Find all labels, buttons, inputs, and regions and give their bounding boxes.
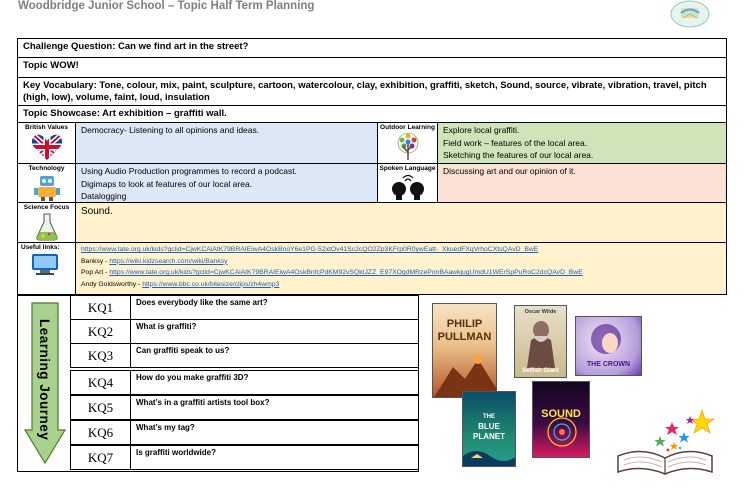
book-cover-blue-planet: THE BLUE PLANET (462, 391, 516, 467)
outdoor-learning-content (437, 122, 727, 164)
speaking-heads-icon (388, 173, 428, 201)
useful-links-label: Useful links: (21, 244, 60, 251)
technology-line: Datalogging (81, 191, 127, 201)
useful-link-row: Pop Art - https://www.tate.org.uk/kids?gclid=CjwKCAiAtK79BRAIEiwA4OskBnfcPdKM92vSQktJZZ_E97XOgdMRzePonBAawkjugUmdU1WErSpPuRoC2dcQAvD_BwE (81, 269, 583, 276)
book-cover-sound: SOUND (532, 381, 590, 458)
outdoor-line: Explore local graffiti. (443, 125, 520, 135)
kq-row (70, 445, 419, 470)
open-book-with-stars-image (612, 408, 718, 478)
spoken-line: Discussing art and our opinion of it. (443, 166, 576, 176)
banksy-link[interactable]: https://wiki.kidzsearch.com/wiki/Banksy (109, 257, 228, 265)
computer-icon (30, 252, 60, 276)
science-flask-icon (34, 212, 60, 242)
technology-label: Technology (28, 165, 65, 172)
topic-wow: Topic WOW! (17, 57, 727, 78)
technology-line: Using Audio Production programmes to record a podcast. (81, 166, 297, 176)
outdoor-line: Sketching the features of our local area. (443, 150, 594, 160)
kq-number: KQ5 (71, 396, 131, 419)
useful-links-content (75, 242, 727, 295)
book-cover-selfish-giant: Oscar Wilde Selfish Giant (514, 305, 567, 378)
topic-showcase: Topic Showcase: Art exhibition – graffiti wall. (17, 105, 727, 123)
kq-number: KQ3 (71, 344, 131, 367)
british-values-content (75, 122, 378, 164)
book-cover-the-crown: THE CROWN (575, 316, 642, 376)
science-focus-label-cell (17, 202, 76, 243)
page-title: Woodbridge Junior School – Topic Half Term Planning (18, 0, 315, 12)
kq-question: Can graffiti speak to us? (136, 346, 230, 355)
useful-link-row: Andy Goldsworthy - https://www.bbc.co.uk/bitesize/clips/zh4wmp3 (81, 280, 280, 288)
tate-kids-link[interactable]: https://www.tate.org.uk/kids?gclid=CjwKCAiAtK79BRAIEiwA4OskBnoY6e1PG-52xtOv41Sc2cQO2Zp3KFrp0R0ywEatt-_XkuedFXqVrhoCXtsQAvD_BwE (81, 246, 539, 253)
pop-art-link[interactable]: https://www.tate.org.uk/kids?gclid=CjwKCAiAtK79BRAIEiwA4OskBnfcPdKM92vSQktJZZ_E97XOgdMRzePonBAawkjugUmdU1WErSpPuRoC2dcQAvD_BwE (109, 269, 583, 276)
technology-label-cell (17, 163, 76, 203)
outdoor-line: Field work – features of the local area. (443, 137, 588, 148)
spoken-language-label-cell (377, 163, 438, 203)
learning-journey-arrow (24, 302, 66, 464)
british-values-line: Democracy- Listening to all opinions and ideas. (81, 125, 260, 135)
school-logo (668, 0, 712, 30)
outdoor-learning-label-cell (377, 122, 438, 164)
tree-icon (393, 132, 423, 162)
kq-question: How do you make graffiti 3D? (136, 373, 249, 382)
technology-content (75, 163, 378, 203)
kq-row (70, 420, 419, 445)
kq-question: Does everybody like the same art? (136, 298, 268, 307)
kq-row (70, 295, 419, 320)
useful-link-row: Banksy - https://wiki.kidzsearch.com/wiki/Banksy (81, 257, 228, 265)
kq-question: What’s my tag? (136, 423, 195, 432)
kq-number: KQ4 (71, 371, 131, 394)
kq-row (70, 370, 419, 395)
british-values-label-cell (17, 122, 76, 164)
spoken-language-content (437, 163, 727, 203)
outdoor-learning-label: Outdoor Learning (380, 124, 435, 131)
kq-row (70, 319, 419, 344)
useful-link-row (81, 244, 721, 256)
science-focus-label: Science Focus (23, 204, 70, 211)
kq-number: KQ1 (71, 296, 131, 319)
kq-question: What is graffiti? (136, 322, 197, 331)
spoken-language-label: Spoken Language (379, 165, 436, 172)
kq-question: What’s in a graffiti artists tool box? (136, 398, 270, 407)
technology-line: Digimaps to look at features of our local area. (81, 178, 253, 189)
union-jack-heart-icon (31, 133, 63, 161)
kq-row (70, 395, 419, 420)
science-focus-content (75, 202, 727, 243)
kq-row (70, 343, 419, 368)
learning-journey-title: Learning Journey (37, 319, 52, 441)
andy-goldsworthy-link[interactable]: https://www.bbc.co.uk/bitesize/clips/zh4wmp3 (142, 280, 280, 288)
key-vocabulary: Key Vocabulary: Tone, colour, mix, paint, sculpture, cartoon, watercolour, clay, exhibition, graffiti, sketch, Sound, source, vibrate, vibration, travel, pitch (high, low), volume, faint, loud, insulation (17, 77, 727, 106)
kq-number: KQ7 (71, 446, 131, 469)
book-cover-philip-pullman: PHILIP PULLMAN (432, 303, 497, 398)
kq-number: KQ6 (71, 421, 131, 444)
useful-links-label-cell (17, 242, 76, 295)
challenge-question: Challenge Question: Can we find art in the street? (17, 38, 727, 58)
british-values-label: British Values (25, 124, 68, 131)
robot-icon (32, 173, 62, 202)
kq-question: Is graffiti worldwide? (136, 448, 217, 457)
kq-number: KQ2 (71, 320, 131, 343)
science-text: Sound. (81, 206, 113, 217)
